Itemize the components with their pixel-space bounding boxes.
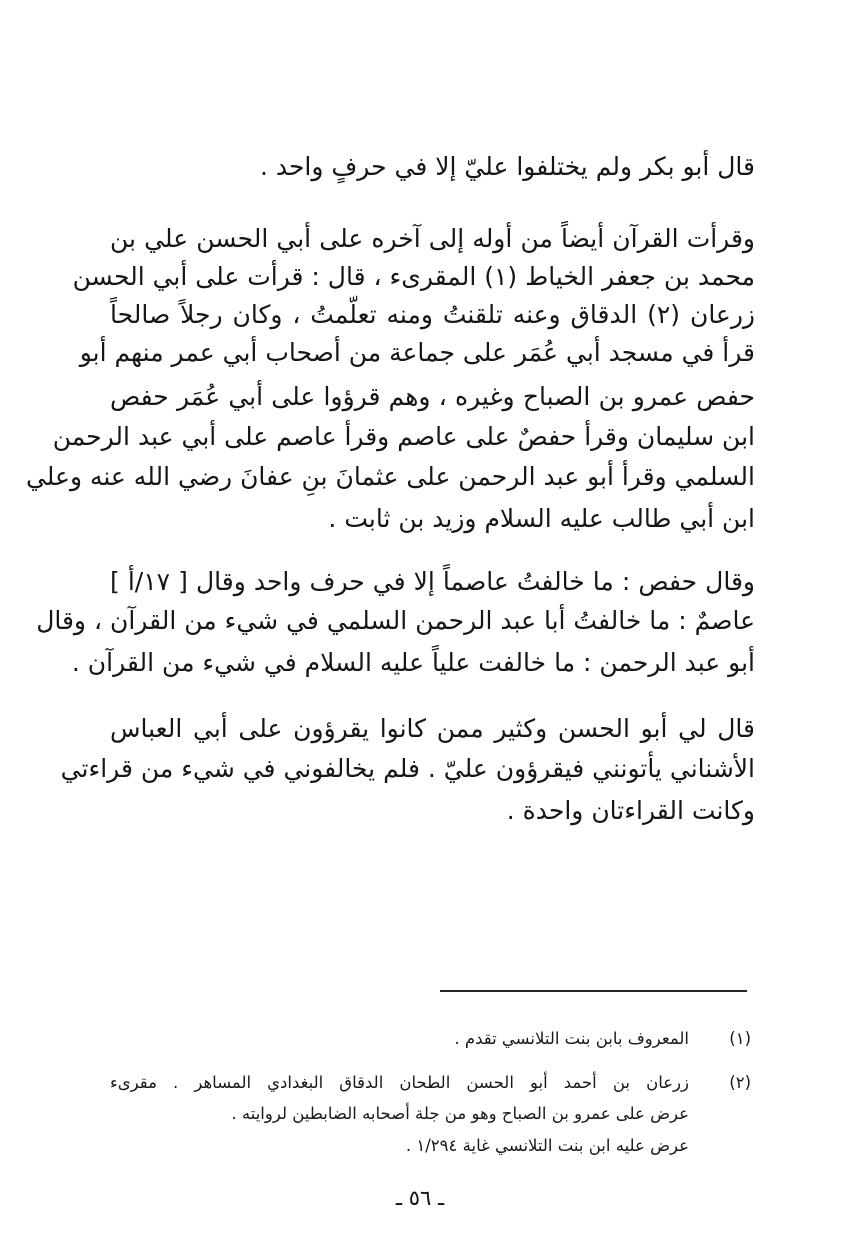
page-number: ـ ٥٦ ـ [395, 1186, 445, 1210]
body-line: وكانت القراءتان واحدة . [506, 796, 755, 825]
footnote-line: المعروف بابن بنت التلانسي تقدم . [454, 1029, 689, 1048]
body-line: السلمي وقرأ أبو عبد الرحمن على عثمانَ بنِ عفانَ رضي الله عنه وعلي [25, 462, 755, 491]
body-line: ابن سليمان وقرأ حفصٌ على عاصم وقرأ عاصم على أبي عبد الرحمن [52, 422, 755, 451]
body-line: وقرأت القرآن أيضاً من أوله إلى آخره على أبي الحسن علي بن [110, 224, 755, 253]
body-line: الأشناني يأتونني فيقرؤون عليّ . فلم يخالفوني في شيء من قراءتي [60, 754, 755, 783]
body-line: قرأ في مسجد أبي عُمَر على جماعة من أصحاب أبي عمر منهم أبو [79, 338, 755, 367]
footnote-number: (٢) [729, 1073, 751, 1092]
footnote-number: (١) [729, 1029, 751, 1048]
footnote-line: زرعان بن أحمد أبو الحسن الطحان الدقاق البغدادي المساهر . مقرىء [110, 1073, 689, 1092]
body-line: ابن أبي طالب عليه السلام وزيد بن ثابت . [328, 504, 755, 533]
body-line: قال لي أبو الحسن وكثير ممن كانوا يقرؤون على أبي العباس [110, 714, 755, 743]
footnote-divider [440, 990, 747, 992]
body-line: وقال حفص : ما خالفتُ عاصماً إلا في حرف واحد وقال [ ١٧/أ ] [110, 567, 755, 596]
footnote-line: عرض عليه ابن بنت التلانسي غاية ١/٢٩٤ . [405, 1136, 689, 1155]
body-line: محمد بن جعفر الخياط (١) المقرىء ، قال : قرأت على أبي الحسن [72, 262, 755, 291]
body-line: عاصمٌ : ما خالفتُ أبا عبد الرحمن السلمي في شيء من القرآن ، وقال [36, 606, 755, 635]
body-line: حفص عمرو بن الصباح وغيره ، وهم قرؤوا على أبي عُمَر حفص [110, 382, 755, 411]
footnote-line: عرض على عمرو بن الصباح وهو من جلة أصحابه الضابطين لروايته . [231, 1104, 689, 1123]
body-line: قال أبو بكر ولم يختلفوا عليّ إلا في حرفٍ واحد . [259, 152, 755, 181]
body-line: أبو عبد الرحمن : ما خالفت علياً عليه السلام في شيء من القرآن . [71, 648, 755, 677]
body-line: زرعان (٢) الدقاق وعنه تلقنتُ ومنه تعلّمتُ ، وكان رجلاً صالحاً [110, 300, 755, 329]
